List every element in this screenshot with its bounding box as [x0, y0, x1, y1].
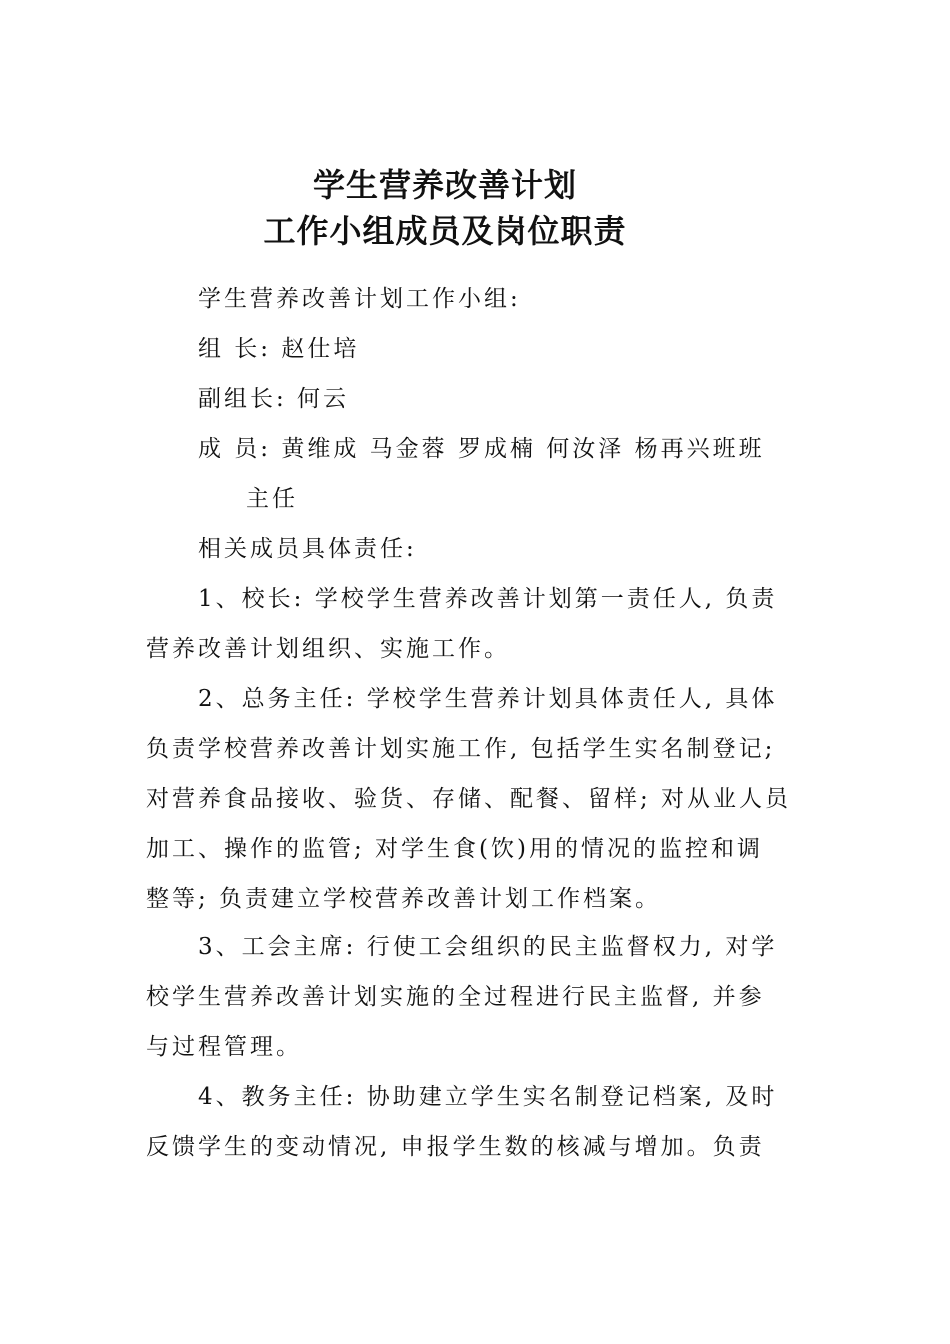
duty-2-line: 2、总务主任: 学校学生营养计划具体责任人, 具体 — [198, 686, 778, 712]
leader-line: 组 长: 赵仕培 — [198, 336, 360, 362]
members-line-cont: 主任 — [246, 486, 298, 512]
doc-title-line1: 学生营养改善计划 — [312, 166, 577, 204]
duty-2-line: 负责学校营养改善计划实施工作, 包括学生实名制登记; — [146, 736, 776, 762]
deputy-line: 副组长: 何云 — [198, 386, 350, 412]
duty-1-line: 1、校长: 学校学生营养改善计划第一责任人, 负责 — [198, 586, 778, 612]
duty-3-line: 3、工会主席: 行使工会组织的民主监督权力, 对学 — [198, 934, 778, 960]
duty-3-line: 校学生营养改善计划实施的全过程进行民主监督, 并参 — [146, 984, 765, 1010]
duty-1-line: 营养改善计划组织、实施工作。 — [146, 636, 510, 662]
duty-2-line: 整等; 负责建立学校营养改善计划工作档案。 — [146, 886, 662, 912]
duty-4-line: 4、教务主任: 协助建立学生实名制登记档案, 及时 — [198, 1084, 778, 1110]
duty-3-line: 与过程管理。 — [146, 1034, 302, 1060]
members-line: 成 员: 黄维成 马金蓉 罗成楠 何汝泽 杨再兴班班 — [198, 436, 765, 462]
duty-2-line: 加工、操作的监管; 对学生食(饮)用的情况的监控和调 — [146, 836, 764, 862]
duties-heading: 相关成员具体责任: — [198, 536, 417, 562]
doc-title-line2: 工作小组成员及岗位职责 — [263, 212, 627, 250]
duty-4-line: 反馈学生的变动情况, 申报学生数的核减与增加。负责 — [146, 1134, 765, 1160]
group-heading: 学生营养改善计划工作小组: — [198, 286, 521, 312]
duty-2-line: 对营养食品接收、验货、存储、配餐、留样; 对从业人员 — [146, 786, 792, 812]
